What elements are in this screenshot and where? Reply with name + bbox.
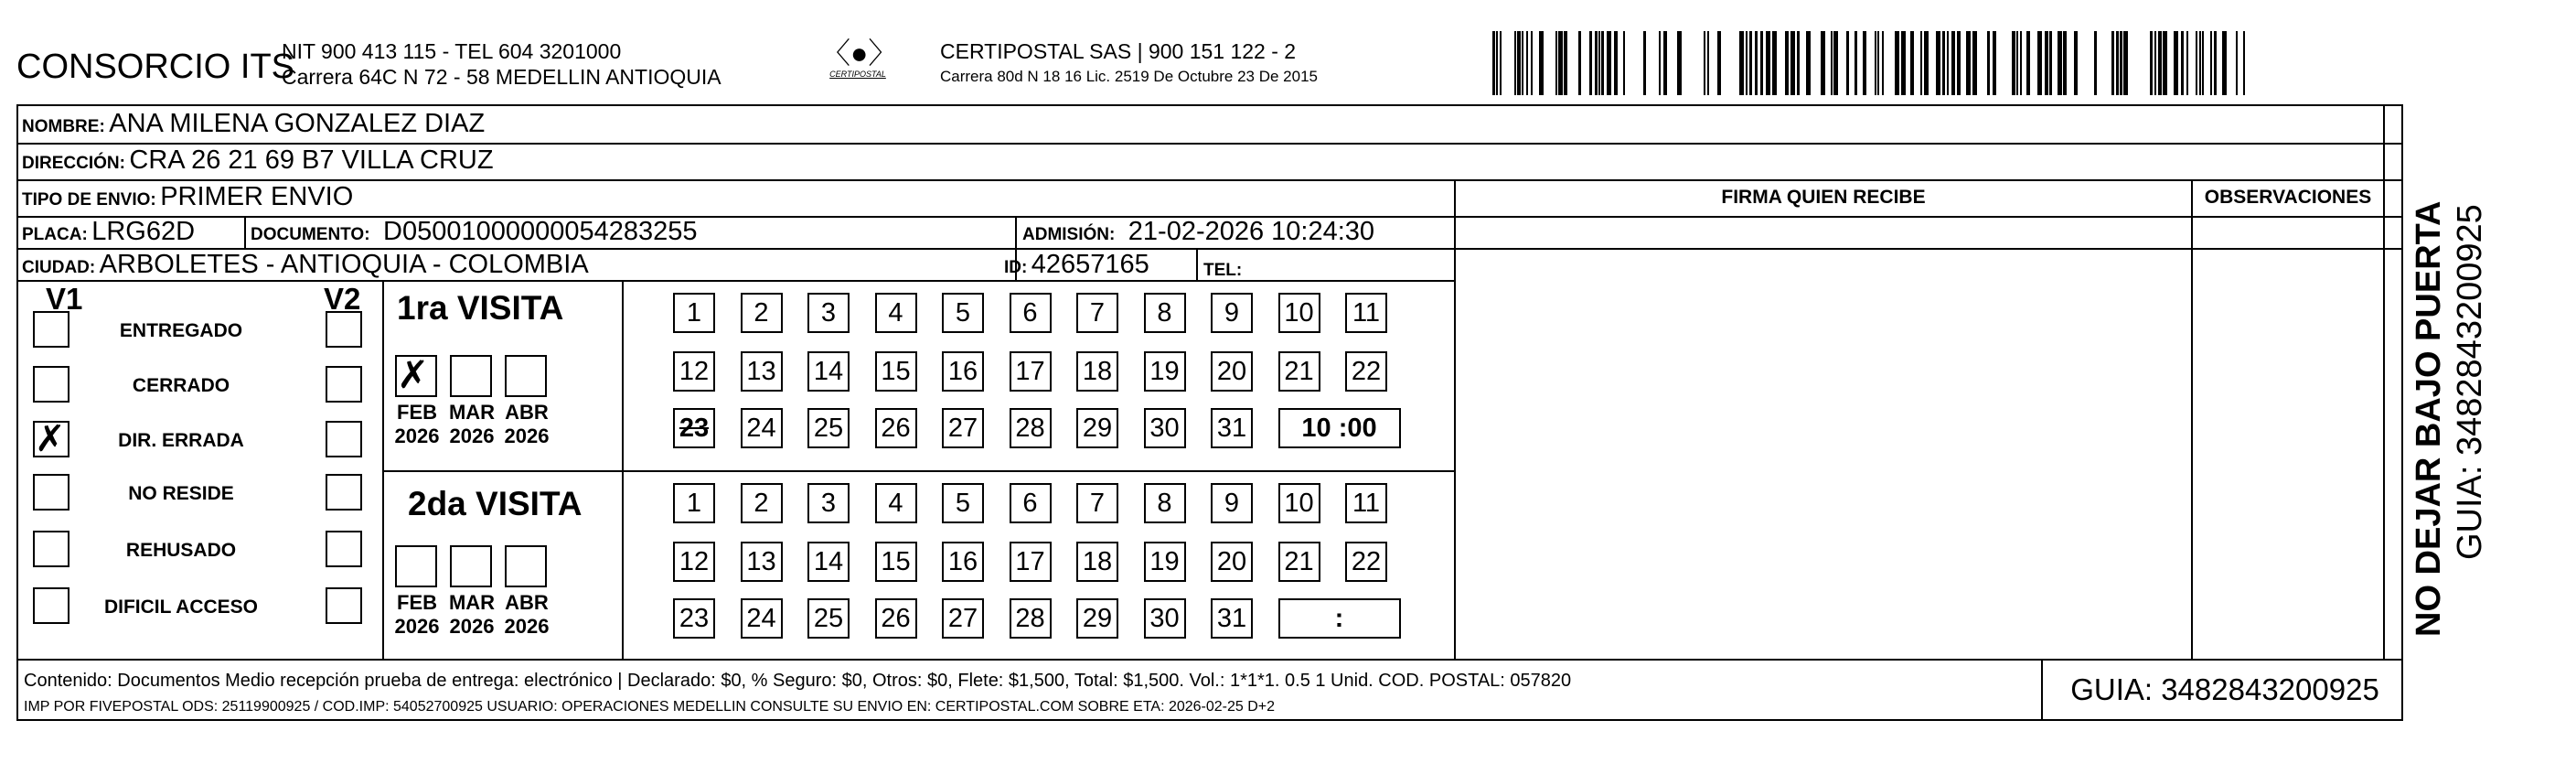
- visit-time-field[interactable]: 10 :00: [1278, 408, 1401, 448]
- month-label: FEB 2026: [394, 401, 440, 447]
- admision-field: [1022, 217, 1374, 247]
- day-box[interactable]: 23: [673, 408, 715, 448]
- nombre-row: [22, 109, 485, 139]
- side-guia: GUIA: 3482843200925: [2451, 204, 2489, 560]
- day-box[interactable]: 12: [673, 351, 715, 392]
- day-box[interactable]: 27: [942, 598, 984, 639]
- certipostal-nit: CERTIPOSTAL SAS | 900 151 122 - 2: [940, 39, 1297, 63]
- day-box[interactable]: 27: [942, 408, 984, 448]
- v2-checkbox[interactable]: [326, 311, 362, 348]
- certipostal-logo: [821, 37, 898, 101]
- observaciones-heading: OBSERVACIONES: [2204, 187, 2372, 208]
- tipo-value: PRIMER ENVIO: [160, 182, 354, 211]
- day-box[interactable]: 29: [1076, 408, 1118, 448]
- day-box[interactable]: 4: [875, 483, 917, 523]
- day-box[interactable]: 24: [741, 408, 783, 448]
- status-label: ENTREGADO: [119, 320, 243, 341]
- month-checkbox[interactable]: [505, 545, 547, 587]
- admision-value: 21-02-2026 10:24:30: [1128, 217, 1375, 246]
- v1-checkbox[interactable]: [33, 531, 69, 567]
- status-label: DIR. ERRADA: [118, 430, 244, 451]
- status-label: REHUSADO: [125, 540, 237, 561]
- day-box[interactable]: 5: [942, 483, 984, 523]
- v2-heading: V2: [324, 282, 361, 316]
- placa-label: PLACA:: [22, 225, 88, 244]
- day-box[interactable]: 2: [741, 483, 783, 523]
- month-label: MAR 2026: [448, 401, 496, 447]
- admision-label: ADMISIÓN:: [1022, 225, 1116, 244]
- day-box[interactable]: 9: [1211, 483, 1253, 523]
- day-box[interactable]: 7: [1076, 483, 1118, 523]
- guia-number: GUIA: 3482843200925: [2041, 661, 2407, 719]
- logo-text: CERTIPOSTAL: [829, 70, 886, 79]
- day-box[interactable]: 17: [1010, 351, 1052, 392]
- documento-label: DOCUMENTO:: [251, 225, 370, 244]
- day-box[interactable]: 20: [1211, 542, 1253, 582]
- day-box[interactable]: 4: [875, 293, 917, 333]
- direccion-value: CRA 26 21 69 B7 VILLA CRUZ: [129, 145, 494, 175]
- v2-checkbox[interactable]: [326, 531, 362, 567]
- company-nit: NIT 900 413 115 - TEL 604 3201000: [282, 39, 622, 63]
- day-box[interactable]: 12: [673, 542, 715, 582]
- v2-checkbox[interactable]: [326, 474, 362, 511]
- delivery-form: [16, 104, 2403, 721]
- day-box[interactable]: 24: [741, 598, 783, 639]
- id-value: 42657165: [1031, 250, 1149, 279]
- tipo-label: TIPO DE ENVIO:: [22, 190, 156, 210]
- month-checkbox[interactable]: [505, 355, 547, 397]
- month-label: ABR 2026: [504, 591, 550, 638]
- month-checkbox[interactable]: [450, 545, 492, 587]
- day-box[interactable]: 10: [1278, 483, 1320, 523]
- day-box[interactable]: 25: [807, 598, 850, 639]
- day-box[interactable]: 31: [1211, 598, 1253, 639]
- day-box[interactable]: 8: [1144, 483, 1186, 523]
- day-box[interactable]: 1: [673, 483, 715, 523]
- tipo-row: [22, 182, 353, 212]
- day-box[interactable]: 2: [741, 293, 783, 333]
- day-box[interactable]: 3: [807, 483, 850, 523]
- day-box[interactable]: 26: [875, 598, 917, 639]
- month-label: ABR 2026: [504, 401, 550, 447]
- day-box[interactable]: 5: [942, 293, 984, 333]
- day-box[interactable]: 11: [1345, 293, 1387, 333]
- direccion-label: DIRECCIÓN:: [22, 154, 125, 173]
- direccion-row: [22, 145, 494, 176]
- day-box[interactable]: 23: [673, 598, 715, 639]
- day-box[interactable]: 19: [1144, 542, 1186, 582]
- side-warning: NO DEJAR BAJO PUERTA: [2410, 200, 2448, 637]
- day-box[interactable]: 15: [875, 542, 917, 582]
- certipostal-logo-icon: 〈●〉: [821, 37, 898, 70]
- day-box[interactable]: 30: [1144, 598, 1186, 639]
- day-box[interactable]: 16: [942, 351, 984, 392]
- v1-heading: V1: [46, 282, 83, 316]
- barcode: [1492, 31, 2246, 95]
- status-label: CERRADO: [132, 375, 230, 396]
- nombre-label: NOMBRE:: [22, 117, 105, 136]
- placa-value: LRG62D: [91, 217, 196, 246]
- company-name: CONSORCIO ITS: [16, 48, 295, 86]
- ciudad-field: [22, 250, 589, 280]
- day-box[interactable]: 6: [1010, 293, 1052, 333]
- status-label: DIFICIL ACCESO: [103, 597, 258, 618]
- ciudad-value: ARBOLETES - ANTIOQUIA - COLOMBIA: [99, 250, 589, 279]
- v2-checkbox[interactable]: [326, 421, 362, 457]
- day-box[interactable]: 7: [1076, 293, 1118, 333]
- day-box[interactable]: 15: [875, 351, 917, 392]
- day-box[interactable]: 29: [1076, 598, 1118, 639]
- visit-time-field[interactable]: :: [1278, 598, 1401, 639]
- documento-value: D05001000000054283255: [383, 217, 698, 246]
- observations-area[interactable]: [2193, 250, 2383, 658]
- day-box[interactable]: 3: [807, 293, 850, 333]
- footer-content: Contenido: Documentos Medio recepción prueba de entrega: electrónico | Declarado: $0, % Seguro: $0, Otros: $0, Flete: $1,500, Total: $1,500. Vol.: 1*1*1. 0.5 1 Unid. COD. POSTAL: 057820: [24, 671, 1572, 691]
- day-box[interactable]: 1: [673, 293, 715, 333]
- status-label: NO RESIDE: [128, 483, 234, 504]
- footer-print-info: IMP POR FIVEPOSTAL ODS: 25119900925 / COD.IMP: 54052700925 USUARIO: OPERACIONES MEDELLIN CONSULTE SU ENVIO EN: CERTIPOSTAL.COM SOBRE ETA: 2026-02-25 D+2: [24, 699, 1276, 715]
- placa-field: [22, 217, 195, 247]
- documento-field: [251, 217, 698, 247]
- day-box[interactable]: 8: [1144, 293, 1186, 333]
- day-box[interactable]: 16: [942, 542, 984, 582]
- v1-checkbox[interactable]: [33, 587, 69, 624]
- signature-area[interactable]: [1456, 250, 2191, 658]
- day-box[interactable]: 31: [1211, 408, 1253, 448]
- day-box[interactable]: 21: [1278, 351, 1320, 392]
- v1-checkbox[interactable]: ✗: [33, 421, 69, 457]
- firma-heading: FIRMA QUIEN RECIBE: [1721, 187, 1926, 208]
- day-box[interactable]: 13: [741, 351, 783, 392]
- v1-checkbox[interactable]: [33, 311, 69, 348]
- ciudad-label: CIUDAD:: [22, 258, 96, 277]
- id-field: [1004, 250, 1149, 280]
- month-label: MAR 2026: [448, 591, 496, 638]
- month-checkbox[interactable]: ✗: [395, 355, 437, 397]
- month-label: FEB 2026: [394, 591, 440, 638]
- day-box[interactable]: 18: [1076, 351, 1118, 392]
- v1-checkbox[interactable]: [33, 366, 69, 403]
- visit1-title: 1ra VISITA: [397, 289, 564, 327]
- day-box[interactable]: 25: [807, 408, 850, 448]
- day-box[interactable]: 28: [1010, 408, 1052, 448]
- month-checkbox[interactable]: [450, 355, 492, 397]
- company-info: [282, 38, 721, 90]
- tel-label: TEL:: [1203, 261, 1243, 280]
- day-box[interactable]: 21: [1278, 542, 1320, 582]
- day-box[interactable]: 22: [1345, 542, 1387, 582]
- day-box[interactable]: 17: [1010, 542, 1052, 582]
- day-box[interactable]: 19: [1144, 351, 1186, 392]
- day-box[interactable]: 14: [807, 351, 850, 392]
- nombre-value: ANA MILENA GONZALEZ DIAZ: [109, 109, 486, 138]
- visit2-title: 2da VISITA: [408, 485, 583, 522]
- v2-checkbox[interactable]: [326, 366, 362, 403]
- v1-checkbox[interactable]: [33, 474, 69, 511]
- day-box[interactable]: 13: [741, 542, 783, 582]
- tel-field: [1203, 253, 1242, 283]
- day-box[interactable]: 10: [1278, 293, 1320, 333]
- day-box[interactable]: 6: [1010, 483, 1052, 523]
- day-box[interactable]: 18: [1076, 542, 1118, 582]
- certipostal-info: [940, 38, 1318, 90]
- day-box[interactable]: 26: [875, 408, 917, 448]
- company-address: Carrera 64C N 72 - 58 MEDELLIN ANTIOQUIA: [282, 65, 721, 89]
- day-box[interactable]: 20: [1211, 351, 1253, 392]
- month-checkbox[interactable]: [395, 545, 437, 587]
- day-box[interactable]: 11: [1345, 483, 1387, 523]
- day-box[interactable]: 14: [807, 542, 850, 582]
- day-box[interactable]: 22: [1345, 351, 1387, 392]
- v2-checkbox[interactable]: [326, 587, 362, 624]
- certipostal-address: Carrera 80d N 18 16 Lic. 2519 De Octubre 23 De 2015: [940, 68, 1318, 85]
- day-box[interactable]: 30: [1144, 408, 1186, 448]
- day-box[interactable]: 28: [1010, 598, 1052, 639]
- day-box[interactable]: 9: [1211, 293, 1253, 333]
- id-label: ID:: [1004, 258, 1028, 277]
